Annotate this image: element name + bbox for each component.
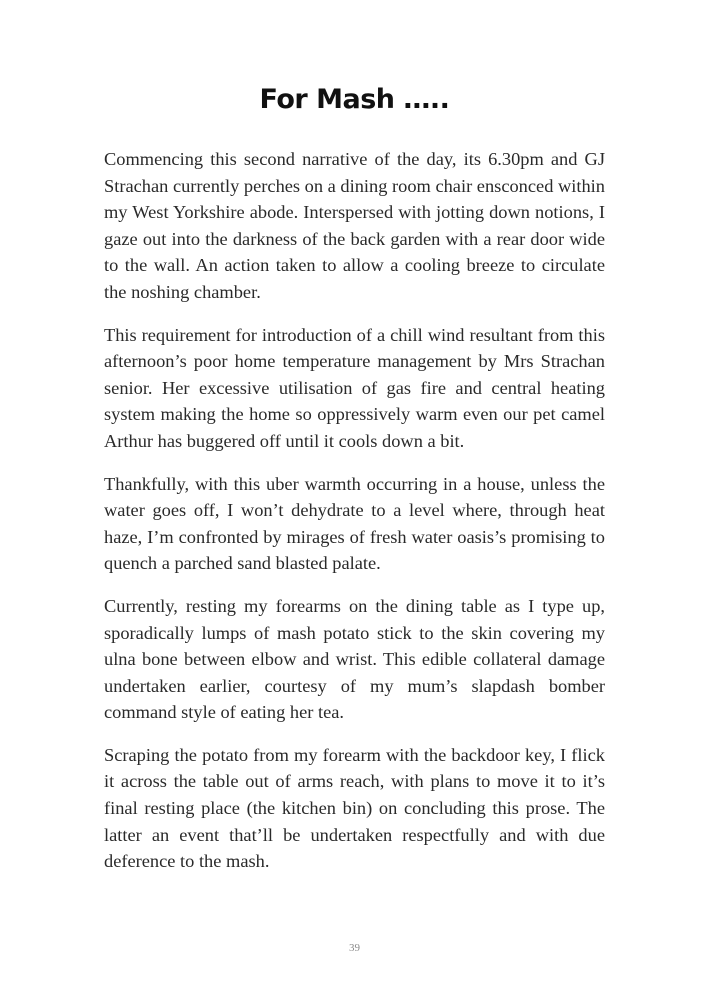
paragraph-2: This requirement for introduction of a chill wind resultant from this afternoon’s poor home temperature management by Mrs Strachan senior. Her excessive utilisation of gas fire and central heating system making the home so oppressively warm even our pet camel Arthur has buggered off until it cools down a bit.	[104, 324, 605, 451]
paragraph-1: Commencing this second narrative of the day, its 6.30pm and GJ Strachan currently perches on a dining room chair ensconced within my West Yorkshire abode. Interspersed with jotting down notions, I gaze out into the darkness of the back garden with a rear door wide to the wall. An action taken to allow a cooling breeze to circulate the noshing chamber.	[104, 149, 605, 302]
paragraph-3: Thankfully, with this uber warmth occurring in a house, unless the water goes off, I won’t dehydrate to a level where, through heat haze, I’m confronted by mirages of fresh water oasis’s promising to quench a parched sand blasted palate.	[104, 473, 605, 574]
body-text	[104, 146, 605, 891]
paragraph-5: Scraping the potato from my forearm with the backdoor key, I flick it across the table out of arms reach, with plans to move it to it’s final resting place (the kitchen bin) on concluding this prose. The latter an event that’ll be undertaken respectfully and with due deference to the mash.	[104, 744, 605, 872]
page-number: 39	[349, 942, 360, 954]
paragraph-4: Currently, resting my forearms on the dining table as I type up, sporadically lumps of mash potato stick to the skin covering my ulna bone between elbow and wrist. This edible collateral damage undertaken earlier, courtesy of my mum’s slapdash bomber command style of eating her tea.	[104, 595, 605, 723]
page-title: For Mash …..	[259, 84, 450, 115]
